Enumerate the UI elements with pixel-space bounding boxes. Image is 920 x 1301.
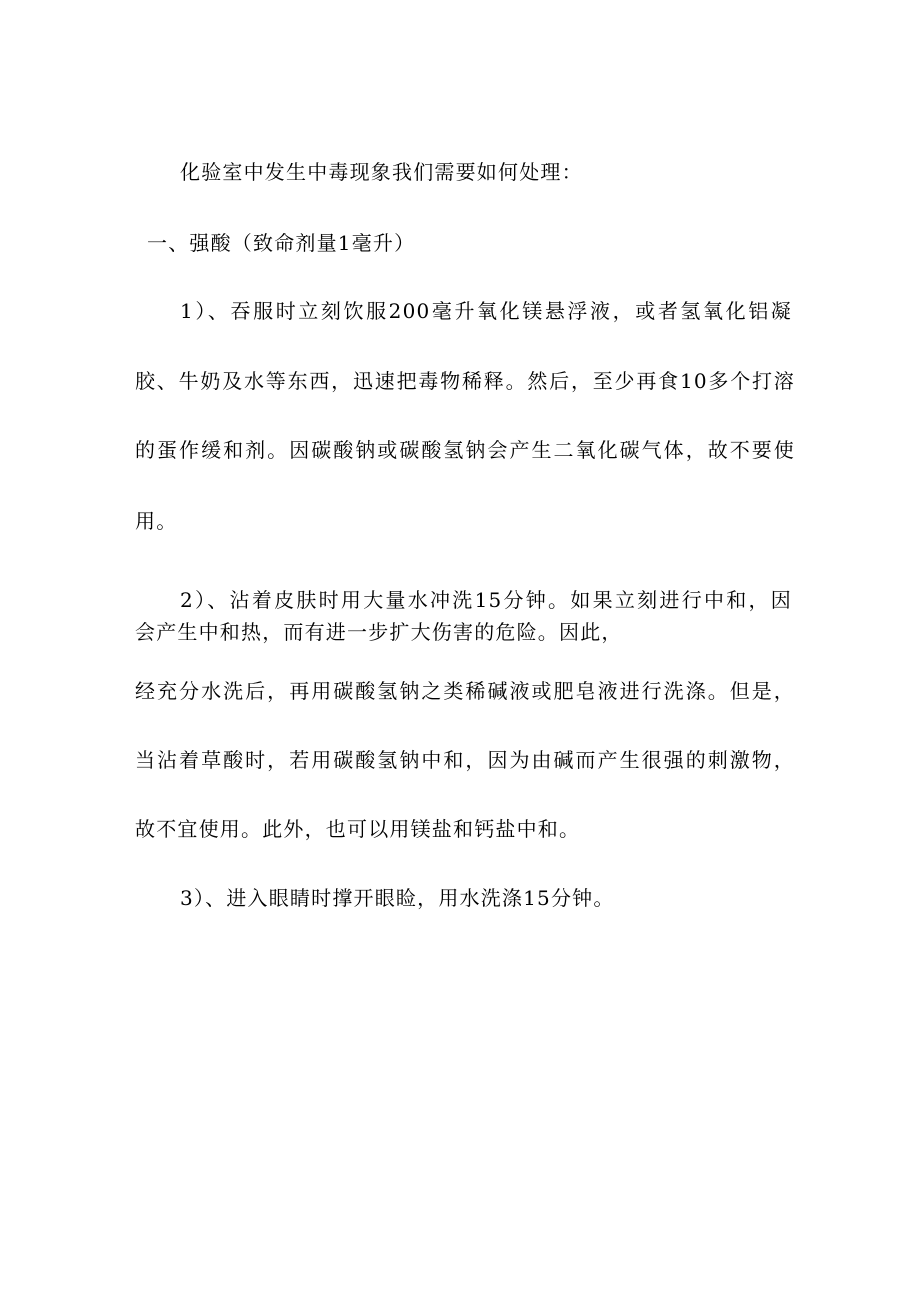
item3-text: 3）、进入眼睛时撑开眼睑，用水洗涤15分钟。 — [180, 886, 615, 910]
item1-line-1: 1）、吞服时立刻饮服200毫升氧化镁悬浮液，或者氢氧化铝凝 — [180, 299, 792, 323]
section-heading-strong-acid: 一、强酸（致命剂量1毫升） — [147, 231, 416, 255]
intro-text: 化验室中发生中毒现象我们需要如何处理： — [180, 160, 583, 184]
item2-line-5: 故不宜使用。此外，也可以用镁盐和钙盐中和。 — [135, 817, 581, 841]
item2-line-3: 经充分水洗后，再用碳酸氢钠之类稀碱液或肥皂液进行洗涤。但是， — [135, 679, 795, 703]
item1-line-2: 胶、牛奶及水等东西，迅速把毒物稀释。然后，至少再食10多个打溶 — [135, 369, 795, 393]
item2-line-1: 2）、沾着皮肤时用大量水冲洗15分钟。如果立刻进行中和，因 — [180, 588, 792, 612]
item2-line-4: 当沾着草酸时，若用碳酸氢钠中和，因为由碱而产生很强的刺激物， — [135, 748, 795, 772]
item1-line-3: 的蛋作缓和剂。因碳酸钠或碳酸氢钠会产生二氧化碳气体，故不要使 — [135, 438, 795, 462]
item2-line-2: 会产生中和热，而有进一步扩大伤害的危险。因此， — [135, 620, 623, 644]
item1-line-4: 用。 — [135, 509, 178, 533]
